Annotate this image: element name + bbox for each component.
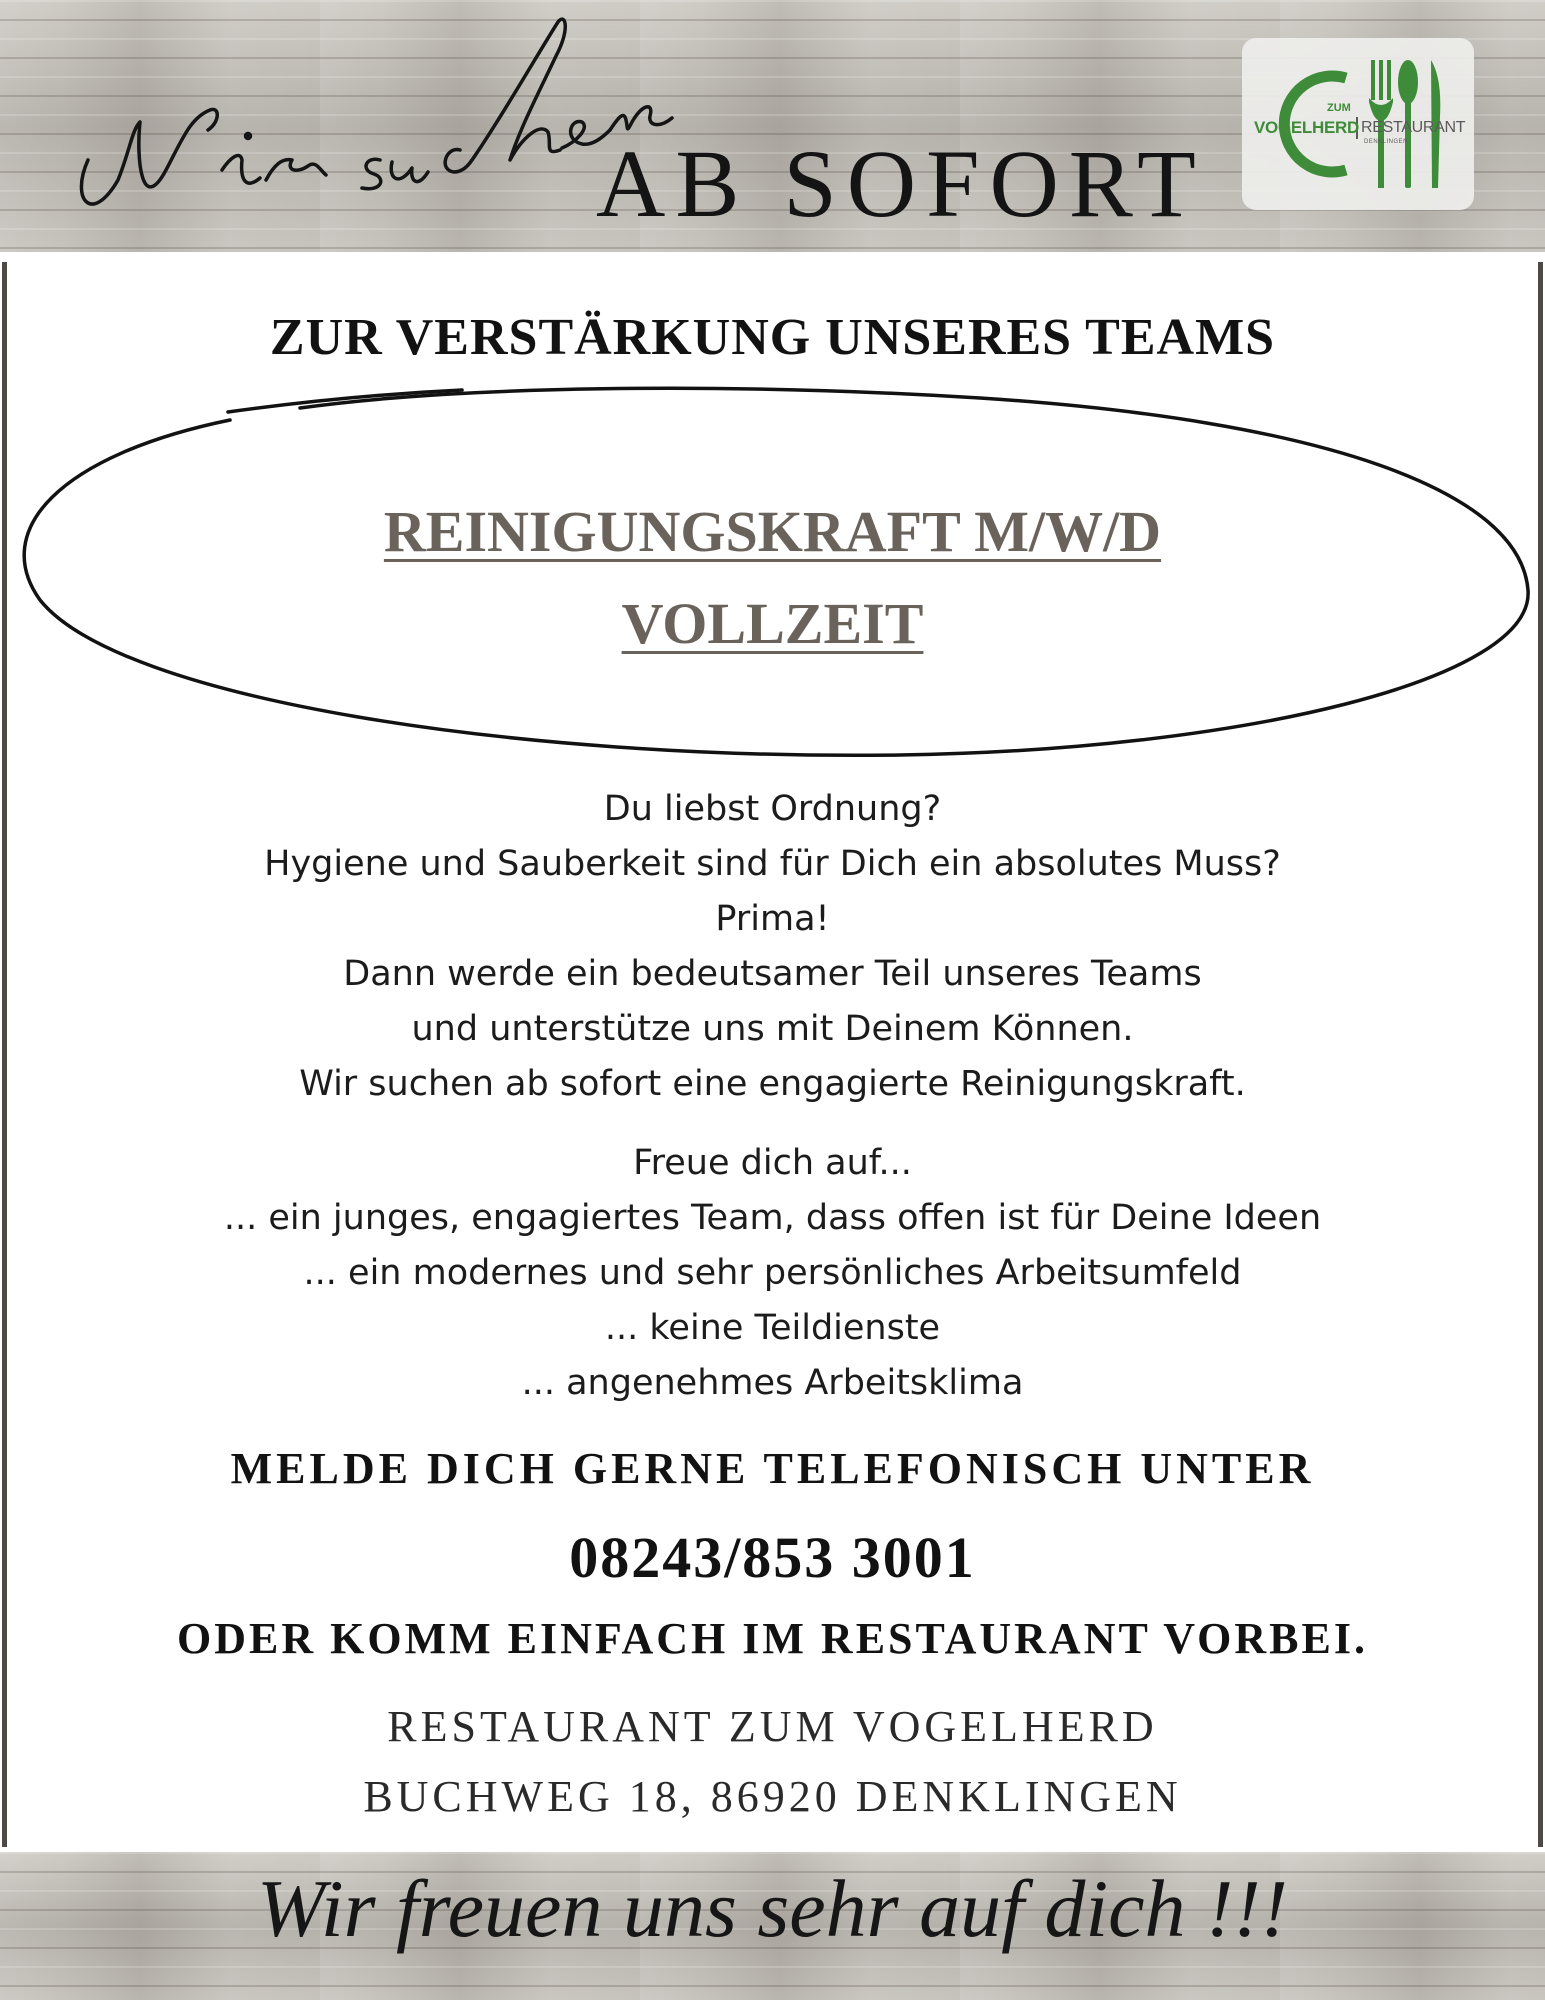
visit-restaurant-text: ODER KOMM EINFACH IM RESTAURANT VORBEI. (177, 1614, 1368, 1663)
phone-number[interactable]: 08243/853 3001 (569, 1525, 976, 1590)
closing-message: Wir freuen uns sehr auf dich !!! (257, 1863, 1288, 1954)
job-title-line-1: REINIGUNGSKRAFT M/W/D (383, 499, 1162, 564)
intro-line: Du liebst Ordnung? (603, 789, 942, 829)
contact-heading: MELDE DICH GERNE TELEFONISCH UNTER (230, 1444, 1315, 1493)
address-restaurant-name: RESTAURANT ZUM VOGELHERD (387, 1702, 1158, 1751)
logo-zum-text: ZUM (1327, 102, 1351, 114)
benefit-line: Freue dich auf... (633, 1143, 912, 1183)
intro-paragraph (0, 782, 1545, 1112)
intro-line: Dann werde ein bedeutsamer Teil unseres Teams (343, 954, 1202, 994)
restaurant-logo (1242, 38, 1474, 210)
job-title-line-2: VOLLZEIT (621, 591, 924, 656)
team-heading: ZUR VERSTÄRKUNG UNSERES TEAMS (269, 309, 1276, 366)
logo-restaurant-text: RESTAURANT (1361, 119, 1466, 136)
benefit-line: ... angenehmes Arbeitsklima (521, 1363, 1024, 1403)
benefit-line: ... ein junges, engagiertes Team, dass offen ist für Deine Ideen (223, 1198, 1322, 1238)
logo-denklingen-text: DENKLINGEN (1364, 139, 1409, 145)
benefit-line: ... ein modernes und sehr persönliches Arbeitsumfeld (303, 1253, 1242, 1293)
logo-vogelherd-text: VOGELHERD (1254, 118, 1359, 137)
hand-drawn-oval-highlight (0, 360, 1545, 780)
benefit-line: ... keine Teildienste (604, 1308, 941, 1348)
address-street-city: BUCHWEG 18, 86920 DENKLINGEN (363, 1772, 1182, 1821)
intro-line: Hygiene und Sauberkeit sind für Dich ein absolutes Muss? (264, 844, 1281, 884)
benefits-list (0, 1136, 1545, 1411)
intro-line: Prima! (715, 899, 830, 939)
intro-line: und unterstütze uns mit Deinem Können. (411, 1009, 1134, 1049)
intro-line: Wir suchen ab sofort eine engagierte Reinigungskraft. (299, 1064, 1246, 1104)
ab-sofort-heading: AB SOFORT (596, 130, 1206, 237)
